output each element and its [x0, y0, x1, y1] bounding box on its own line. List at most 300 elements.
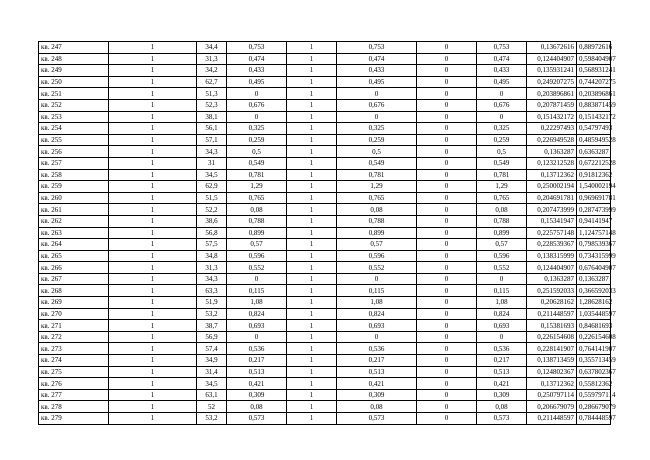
cell-total: 0,969691781: [577, 192, 611, 204]
cell-count: 1: [109, 285, 197, 297]
table-row: [39, 157, 611, 169]
cell-share: 0,123212528: [527, 157, 577, 169]
cell-value-c: 0: [417, 157, 477, 169]
cell-value-d: 0,549: [477, 157, 527, 169]
cell-coef: 1: [287, 99, 337, 111]
cell-value-b: 0: [337, 111, 417, 123]
cell-value-d: 1,08: [477, 297, 527, 309]
cell-count: 1: [109, 65, 197, 77]
cell-value-a: 0,788: [227, 215, 287, 227]
cell-total: 0,744207275: [577, 76, 611, 88]
table-row: [39, 204, 611, 216]
cell-value-b: 0,573: [337, 413, 417, 425]
cell-coef: 1: [287, 401, 337, 413]
cell-value-c: 0: [417, 343, 477, 355]
cell-total: 0,559797114: [577, 389, 611, 401]
cell-count: 1: [109, 250, 197, 262]
cell-value-c: 0: [417, 215, 477, 227]
cell-value-a: 0,536: [227, 343, 287, 355]
cell-area: 34,8: [197, 250, 227, 262]
table-row: [39, 378, 611, 390]
cell-total: 0,784448597: [577, 413, 611, 425]
cell-area: 52,2: [197, 204, 227, 216]
cell-value-d: 0,765: [477, 192, 527, 204]
cell-area: 38,6: [197, 215, 227, 227]
cell-apartment: кв. 253: [39, 111, 109, 123]
table-row: [39, 123, 611, 135]
cell-area: 51,5: [197, 192, 227, 204]
cell-area: 34,3: [197, 273, 227, 285]
cell-value-d: 0,08: [477, 401, 527, 413]
cell-total: 0,883871459: [577, 99, 611, 111]
cell-apartment: кв. 266: [39, 262, 109, 274]
cell-count: 1: [109, 76, 197, 88]
cell-total: 1,124757148: [577, 227, 611, 239]
cell-value-d: 0,474: [477, 53, 527, 65]
cell-coef: 1: [287, 285, 337, 297]
cell-value-d: 0,899: [477, 227, 527, 239]
cell-coef: 1: [287, 320, 337, 332]
cell-coef: 1: [287, 111, 337, 123]
cell-value-d: 1,29: [477, 181, 527, 193]
cell-value-b: 0,57: [337, 239, 417, 251]
cell-value-a: 0,513: [227, 366, 287, 378]
cell-apartment: кв. 267: [39, 273, 109, 285]
cell-share: 0,13712362: [527, 378, 577, 390]
cell-value-a: 0,596: [227, 250, 287, 262]
cell-coef: 1: [287, 343, 337, 355]
cell-value-b: 0,474: [337, 53, 417, 65]
cell-value-a: 1,29: [227, 181, 287, 193]
cell-value-a: 0,57: [227, 239, 287, 251]
cell-coef: 1: [287, 366, 337, 378]
cell-area: 57,4: [197, 343, 227, 355]
cell-value-a: 0,552: [227, 262, 287, 274]
cell-share: 0,203896861: [527, 88, 577, 100]
cell-count: 1: [109, 273, 197, 285]
cell-count: 1: [109, 378, 197, 390]
cell-value-d: 0,513: [477, 366, 527, 378]
cell-total: 0,764141907: [577, 343, 611, 355]
cell-coef: 1: [287, 413, 337, 425]
cell-share: 0,1363287: [527, 273, 577, 285]
cell-value-b: 0,421: [337, 378, 417, 390]
cell-count: 1: [109, 88, 197, 100]
cell-value-a: 0: [227, 111, 287, 123]
cell-value-d: 0,495: [477, 76, 527, 88]
cell-area: 57,5: [197, 239, 227, 251]
cell-value-d: 0,676: [477, 99, 527, 111]
cell-value-d: 0,5: [477, 146, 527, 158]
cell-apartment: кв. 250: [39, 76, 109, 88]
cell-value-d: 0,552: [477, 262, 527, 274]
cell-share: 0,228539367: [527, 239, 577, 251]
cell-value-b: 0,08: [337, 401, 417, 413]
cell-apartment: кв. 248: [39, 53, 109, 65]
cell-value-b: 0: [337, 88, 417, 100]
cell-share: 0,22297493: [527, 123, 577, 135]
cell-value-d: 0,824: [477, 308, 527, 320]
cell-value-b: 0,536: [337, 343, 417, 355]
cell-value-d: 0: [477, 111, 527, 123]
cell-value-a: 0,549: [227, 157, 287, 169]
cell-value-b: 0,325: [337, 123, 417, 135]
cell-value-d: 0,781: [477, 169, 527, 181]
table-row: [39, 227, 611, 239]
cell-value-b: 0,596: [337, 250, 417, 262]
cell-share: 0,211448597: [527, 413, 577, 425]
cell-share: 0,20628162: [527, 297, 577, 309]
document-page: [38, 41, 616, 425]
cell-area: 62,9: [197, 181, 227, 193]
cell-value-d: 0: [477, 331, 527, 343]
cell-count: 1: [109, 157, 197, 169]
cell-count: 1: [109, 320, 197, 332]
cell-coef: 1: [287, 88, 337, 100]
cell-total: 0,798539367: [577, 239, 611, 251]
cell-coef: 1: [287, 76, 337, 88]
cell-value-b: 0,676: [337, 99, 417, 111]
cell-coef: 1: [287, 204, 337, 216]
table-row: [39, 146, 611, 158]
cell-coef: 1: [287, 331, 337, 343]
cell-area: 34,2: [197, 65, 227, 77]
cell-apartment: кв. 256: [39, 146, 109, 158]
cell-share: 0,15341947: [527, 215, 577, 227]
cell-total: 0,287473999: [577, 204, 611, 216]
table-row: [39, 366, 611, 378]
cell-value-c: 0: [417, 99, 477, 111]
cell-value-b: 0: [337, 273, 417, 285]
cell-value-b: 0,693: [337, 320, 417, 332]
cell-share: 0,251592033: [527, 285, 577, 297]
cell-share: 0,250797114: [527, 389, 577, 401]
cell-value-b: 0: [337, 331, 417, 343]
table-row: [39, 99, 611, 111]
cell-area: 51,3: [197, 88, 227, 100]
cell-total: 1,28628162: [577, 297, 611, 309]
table-row: [39, 285, 611, 297]
cell-value-d: 0,788: [477, 215, 527, 227]
cell-count: 1: [109, 181, 197, 193]
cell-total: 1,540002194: [577, 181, 611, 193]
table-row: [39, 413, 611, 425]
cell-count: 1: [109, 42, 197, 54]
cell-value-d: 0,217: [477, 355, 527, 367]
cell-value-c: 0: [417, 273, 477, 285]
cell-value-a: 0,217: [227, 355, 287, 367]
cell-value-a: 0,115: [227, 285, 287, 297]
cell-area: 52: [197, 401, 227, 413]
cell-area: 57,1: [197, 134, 227, 146]
cell-count: 1: [109, 401, 197, 413]
cell-value-a: 0,824: [227, 308, 287, 320]
cell-total: 0,203896861: [577, 88, 611, 100]
cell-value-c: 0: [417, 308, 477, 320]
cell-apartment: кв. 249: [39, 65, 109, 77]
cell-area: 31: [197, 157, 227, 169]
table-row: [39, 65, 611, 77]
cell-value-c: 0: [417, 366, 477, 378]
cell-area: 34,9: [197, 355, 227, 367]
cell-total: 0,637802367: [577, 366, 611, 378]
cell-value-c: 0: [417, 169, 477, 181]
cell-value-c: 0: [417, 378, 477, 390]
cell-value-c: 0: [417, 389, 477, 401]
cell-value-c: 0: [417, 413, 477, 425]
cell-value-d: 0,421: [477, 378, 527, 390]
table-row: [39, 169, 611, 181]
cell-value-b: 0,433: [337, 65, 417, 77]
cell-apartment: кв. 261: [39, 204, 109, 216]
cell-apartment: кв. 269: [39, 297, 109, 309]
cell-value-c: 0: [417, 76, 477, 88]
table-row: [39, 401, 611, 413]
cell-share: 0,226154608: [527, 331, 577, 343]
cell-apartment: кв. 263: [39, 227, 109, 239]
cell-share: 0,138315999: [527, 250, 577, 262]
cell-value-b: 0,495: [337, 76, 417, 88]
cell-value-a: 0,676: [227, 99, 287, 111]
cell-value-d: 0,08: [477, 204, 527, 216]
cell-coef: 1: [287, 297, 337, 309]
cell-count: 1: [109, 308, 197, 320]
cell-coef: 1: [287, 239, 337, 251]
cell-area: 34,5: [197, 169, 227, 181]
table-row: [39, 88, 611, 100]
cell-area: 34,5: [197, 378, 227, 390]
cell-total: 0,94141947: [577, 215, 611, 227]
cell-value-b: 0,259: [337, 134, 417, 146]
cell-count: 1: [109, 146, 197, 158]
cell-total: 0,355713459: [577, 355, 611, 367]
cell-value-b: 0,115: [337, 285, 417, 297]
cell-share: 0,1363287: [527, 146, 577, 158]
cell-value-d: 0,433: [477, 65, 527, 77]
cell-apartment: кв. 279: [39, 413, 109, 425]
cell-share: 0,211448597: [527, 308, 577, 320]
cell-apartment: кв. 247: [39, 42, 109, 54]
cell-value-c: 0: [417, 227, 477, 239]
cell-coef: 1: [287, 65, 337, 77]
cell-share: 0,135931241: [527, 65, 577, 77]
cell-area: 63,3: [197, 285, 227, 297]
cell-count: 1: [109, 366, 197, 378]
cell-area: 53,2: [197, 413, 227, 425]
cell-coef: 1: [287, 308, 337, 320]
cell-area: 34,4: [197, 42, 227, 54]
cell-count: 1: [109, 331, 197, 343]
cell-area: 38,1: [197, 111, 227, 123]
cell-apartment: кв. 258: [39, 169, 109, 181]
apartment-data-table: [38, 41, 616, 425]
cell-count: 1: [109, 123, 197, 135]
cell-value-b: 0,08: [337, 204, 417, 216]
cell-share: 0,124404907: [527, 53, 577, 65]
cell-total: 0,6363287: [577, 146, 611, 158]
cell-apartment: кв. 274: [39, 355, 109, 367]
cell-apartment: кв. 273: [39, 343, 109, 355]
cell-value-c: 0: [417, 65, 477, 77]
cell-value-a: 1,08: [227, 297, 287, 309]
cell-value-a: 0,325: [227, 123, 287, 135]
cell-value-b: 0,781: [337, 169, 417, 181]
cell-value-c: 0: [417, 401, 477, 413]
table-row: [39, 355, 611, 367]
table-row: [39, 134, 611, 146]
cell-coef: 1: [287, 169, 337, 181]
cell-value-b: 0,513: [337, 366, 417, 378]
cell-value-c: 0: [417, 181, 477, 193]
cell-share: 0,225757148: [527, 227, 577, 239]
cell-value-a: 0,259: [227, 134, 287, 146]
cell-coef: 1: [287, 146, 337, 158]
cell-apartment: кв. 277: [39, 389, 109, 401]
cell-share: 0,207871459: [527, 99, 577, 111]
cell-apartment: кв. 271: [39, 320, 109, 332]
cell-value-a: 0,573: [227, 413, 287, 425]
table-row: [39, 53, 611, 65]
cell-value-c: 0: [417, 88, 477, 100]
cell-value-b: 0,552: [337, 262, 417, 274]
cell-value-a: 0,495: [227, 76, 287, 88]
cell-value-d: 0,693: [477, 320, 527, 332]
cell-value-b: 0,824: [337, 308, 417, 320]
cell-share: 0,138713459: [527, 355, 577, 367]
cell-area: 51,9: [197, 297, 227, 309]
cell-value-a: 0,421: [227, 378, 287, 390]
cell-value-b: 0,217: [337, 355, 417, 367]
cell-value-a: 0,753: [227, 42, 287, 54]
cell-value-c: 0: [417, 134, 477, 146]
cell-value-a: 0,433: [227, 65, 287, 77]
cell-count: 1: [109, 204, 197, 216]
cell-coef: 1: [287, 192, 337, 204]
cell-apartment: кв. 251: [39, 88, 109, 100]
table-row: [39, 320, 611, 332]
cell-coef: 1: [287, 215, 337, 227]
cell-total: 0,1363287: [577, 273, 611, 285]
cell-value-c: 0: [417, 42, 477, 54]
cell-value-b: 1,08: [337, 297, 417, 309]
cell-value-c: 0: [417, 320, 477, 332]
cell-apartment: кв. 264: [39, 239, 109, 251]
cell-total: 0,734315999: [577, 250, 611, 262]
cell-total: 0,55812362: [577, 378, 611, 390]
cell-apartment: кв. 278: [39, 401, 109, 413]
cell-count: 1: [109, 227, 197, 239]
cell-value-a: 0: [227, 331, 287, 343]
cell-value-a: 0,781: [227, 169, 287, 181]
cell-value-c: 0: [417, 285, 477, 297]
cell-value-c: 0: [417, 250, 477, 262]
cell-share: 0,249207275: [527, 76, 577, 88]
cell-value-d: 0,536: [477, 343, 527, 355]
cell-value-d: 0: [477, 88, 527, 100]
cell-count: 1: [109, 53, 197, 65]
cell-total: 1,035448597: [577, 308, 611, 320]
cell-area: 56,1: [197, 123, 227, 135]
table-row: [39, 331, 611, 343]
cell-total: 0,672212528: [577, 157, 611, 169]
table-row: [39, 250, 611, 262]
cell-share: 0,124802367: [527, 366, 577, 378]
cell-coef: 1: [287, 355, 337, 367]
cell-share: 0,13672616: [527, 42, 577, 54]
cell-coef: 1: [287, 227, 337, 239]
cell-count: 1: [109, 239, 197, 251]
cell-value-c: 0: [417, 239, 477, 251]
table-row: [39, 239, 611, 251]
cell-area: 31,3: [197, 53, 227, 65]
cell-value-d: 0,325: [477, 123, 527, 135]
cell-apartment: кв. 275: [39, 366, 109, 378]
cell-apartment: кв. 259: [39, 181, 109, 193]
cell-count: 1: [109, 169, 197, 181]
cell-total: 0,568931241: [577, 65, 611, 77]
table-row: [39, 111, 611, 123]
table-row: [39, 42, 611, 54]
cell-value-a: 0,765: [227, 192, 287, 204]
cell-value-b: 0,765: [337, 192, 417, 204]
cell-coef: 1: [287, 157, 337, 169]
cell-value-a: 0,5: [227, 146, 287, 158]
cell-area: 38,7: [197, 320, 227, 332]
cell-apartment: кв. 260: [39, 192, 109, 204]
cell-share: 0,15381693: [527, 320, 577, 332]
cell-apartment: кв. 252: [39, 99, 109, 111]
cell-area: 34,3: [197, 146, 227, 158]
cell-share: 0,207473999: [527, 204, 577, 216]
table-row: [39, 262, 611, 274]
cell-total: 0,88972616: [577, 42, 611, 54]
cell-total: 0,84681693: [577, 320, 611, 332]
cell-total: 0,226154608: [577, 331, 611, 343]
cell-value-a: 0,474: [227, 53, 287, 65]
cell-apartment: кв. 268: [39, 285, 109, 297]
cell-apartment: кв. 262: [39, 215, 109, 227]
cell-value-c: 0: [417, 146, 477, 158]
cell-apartment: кв. 276: [39, 378, 109, 390]
cell-coef: 1: [287, 181, 337, 193]
table-body: [39, 42, 616, 425]
cell-count: 1: [109, 111, 197, 123]
cell-count: 1: [109, 297, 197, 309]
cell-value-a: 0: [227, 273, 287, 285]
cell-share: 0,13712362: [527, 169, 577, 181]
cell-area: 56,9: [197, 331, 227, 343]
cell-value-d: 0,309: [477, 389, 527, 401]
cell-count: 1: [109, 192, 197, 204]
cell-area: 63,1: [197, 389, 227, 401]
cell-value-a: 0,899: [227, 227, 287, 239]
cell-count: 1: [109, 134, 197, 146]
cell-value-c: 0: [417, 53, 477, 65]
cell-share: 0,226949528: [527, 134, 577, 146]
cell-value-d: 0,753: [477, 42, 527, 54]
cell-value-a: 0,08: [227, 401, 287, 413]
table-row: [39, 76, 611, 88]
cell-count: 1: [109, 343, 197, 355]
cell-total: 0,366592033: [577, 285, 611, 297]
cell-coef: 1: [287, 262, 337, 274]
cell-coef: 1: [287, 123, 337, 135]
cell-value-c: 0: [417, 123, 477, 135]
cell-value-d: 0,115: [477, 285, 527, 297]
cell-total: 0,54797493: [577, 123, 611, 135]
cell-share: 0,204691781: [527, 192, 577, 204]
cell-total: 0,676404907: [577, 262, 611, 274]
